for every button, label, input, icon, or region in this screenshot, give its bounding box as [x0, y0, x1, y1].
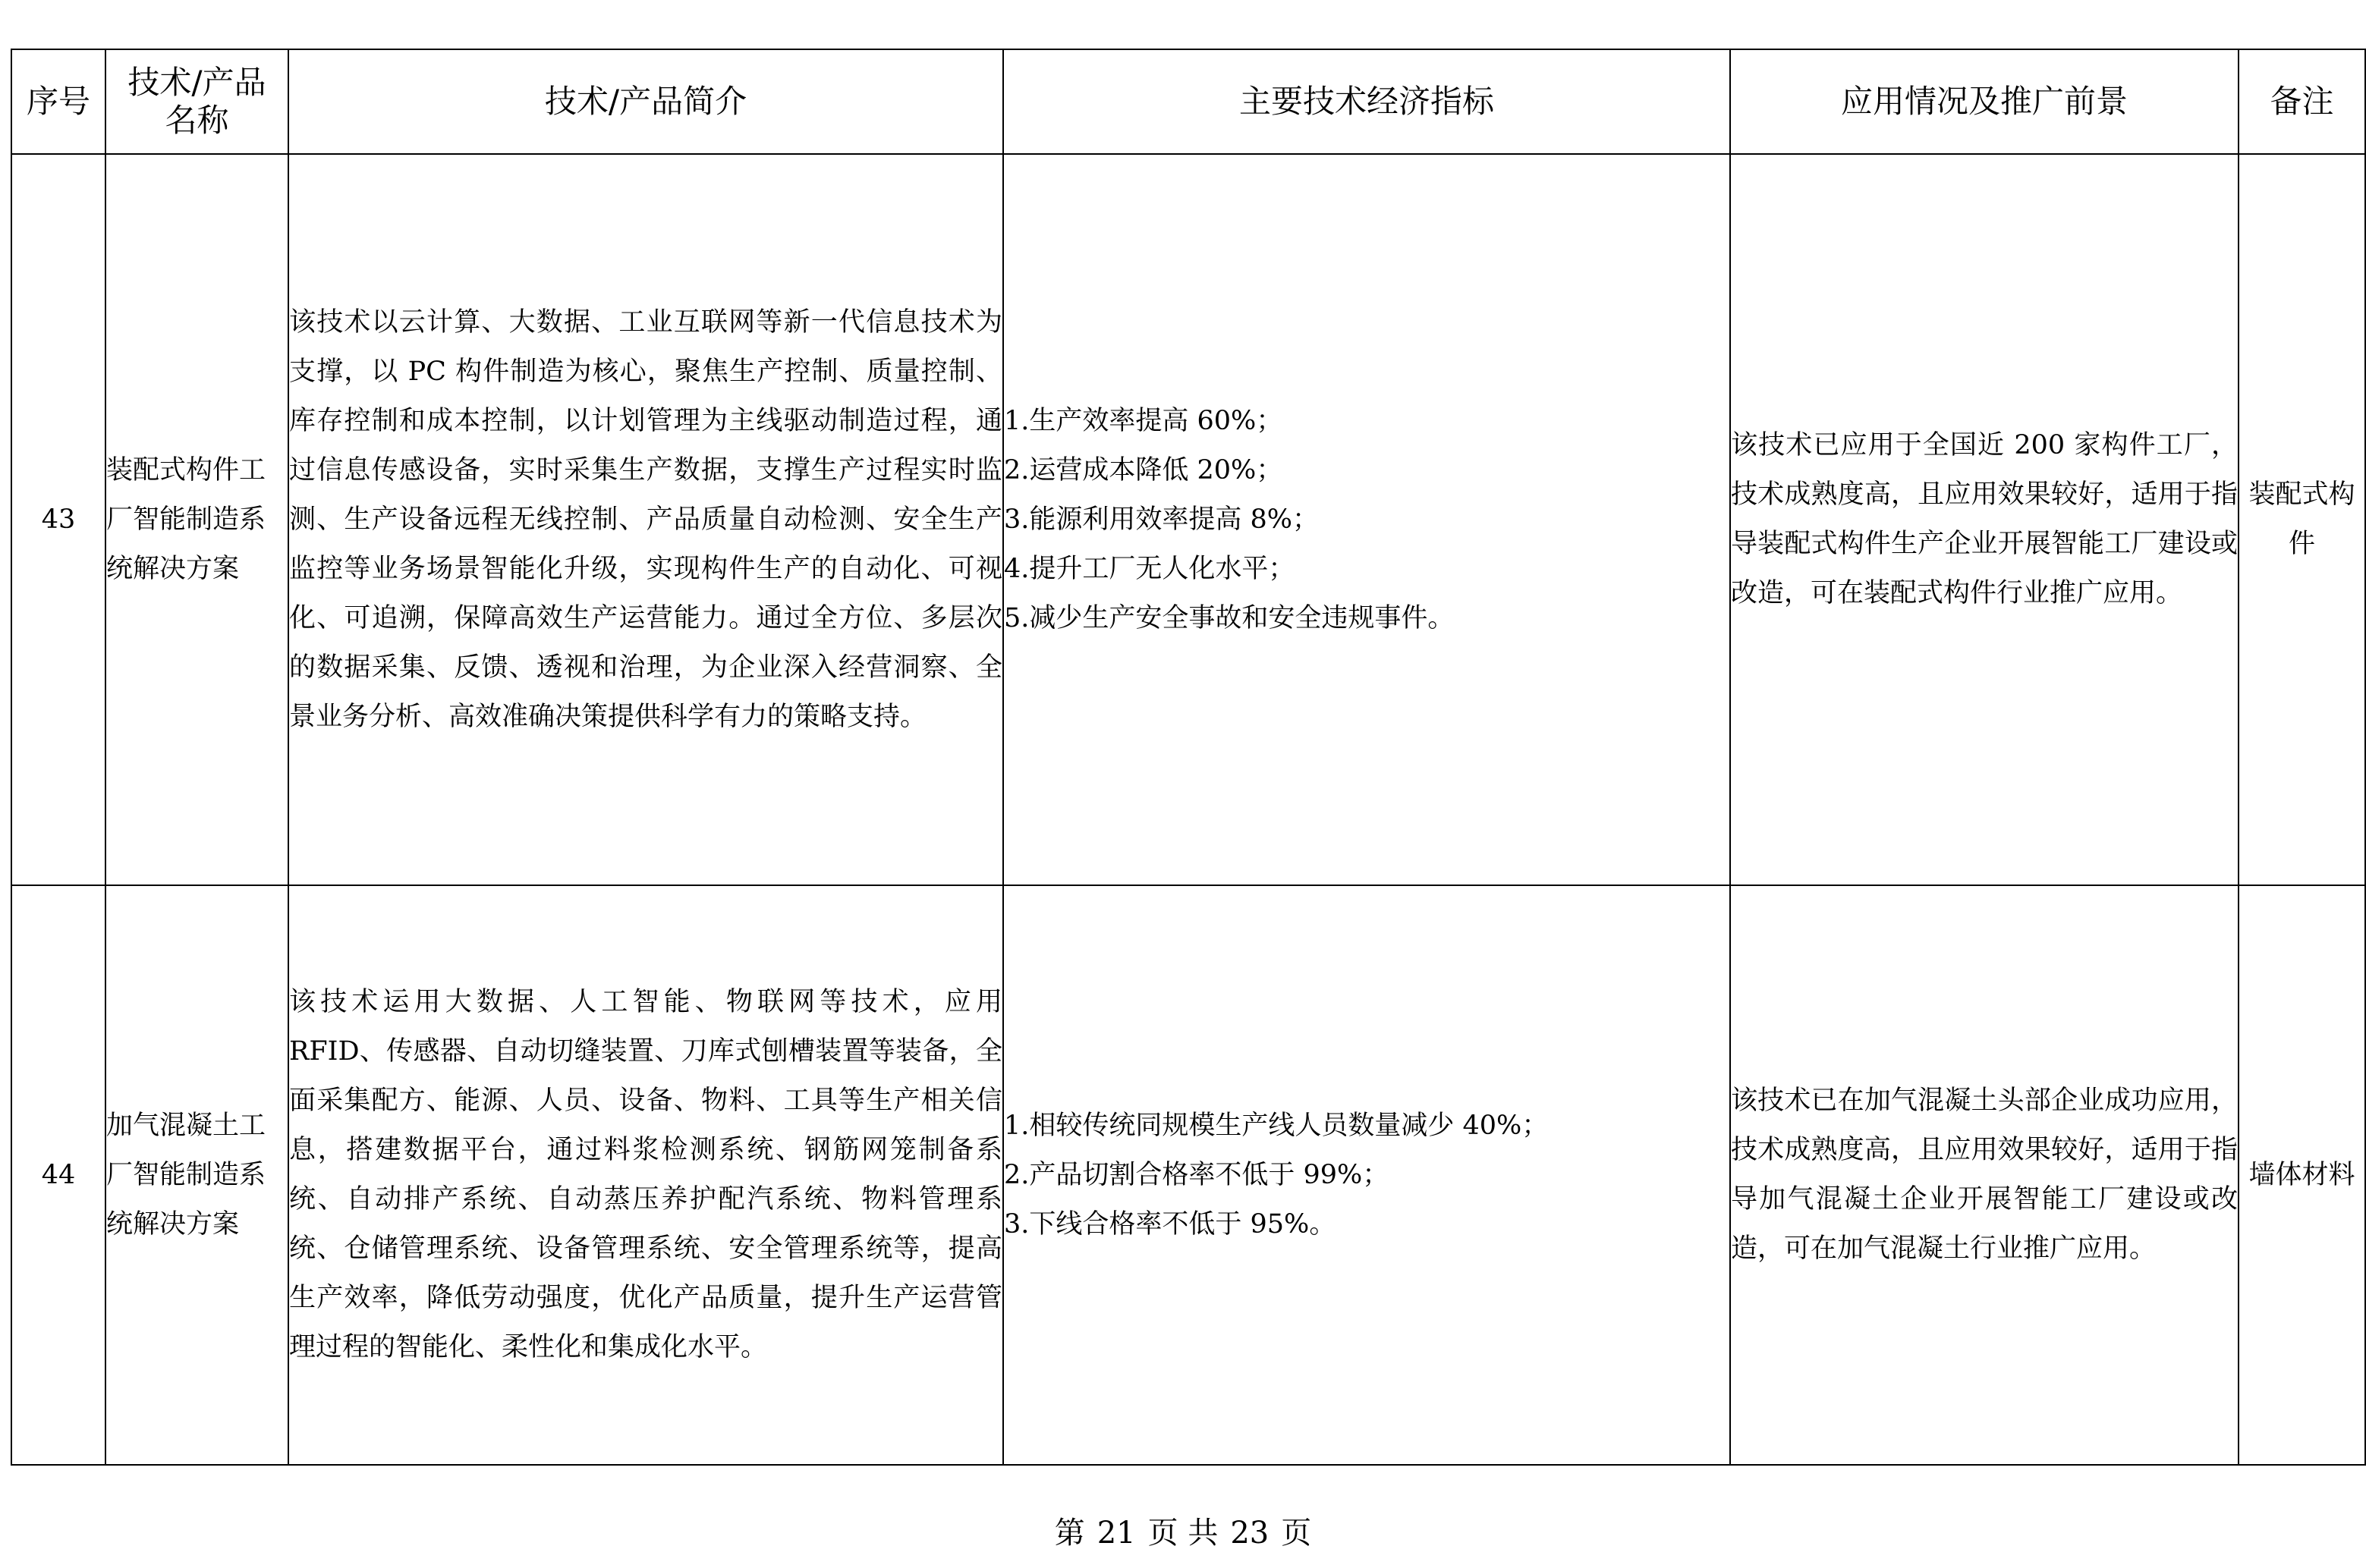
row-application: 该技术已在加气混凝土头部企业成功应用，技术成熟度高，且应用效果较好，适用于指导加气混凝土企业开展智能工厂建设或改造，可在加气混凝土行业推广应用。 [1730, 885, 2239, 1465]
header-intro: 技术/产品简介 [288, 49, 1003, 154]
metric-item: 2.产品切割合格率不低于 99%； [1004, 1159, 1389, 1190]
row-name: 装配式构件工厂智能制造系统解决方案 [105, 154, 288, 885]
header-index: 序号 [11, 49, 105, 154]
metric-item: 1.生产效率提高 60%； [1004, 405, 1283, 436]
table-row [11, 154, 2365, 885]
metric-item: 4.提升工厂无人化水平； [1004, 553, 1295, 584]
row-index: 44 [11, 885, 105, 1465]
header-metrics: 主要技术经济指标 [1003, 49, 1730, 154]
row-remark: 装配式构件 [2239, 154, 2365, 885]
technology-table [11, 49, 2366, 1466]
row-intro: 该技术以云计算、大数据、工业互联网等新一代信息技术为支撑，以 PC 构件制造为核心，聚焦生产控制、质量控制、库存控制和成本控制，以计划管理为主线驱动制造过程，通过信息传感设备，实时采集生产数据，支撑生产过程实时监测、生产设备远程无线控制、产品质量自动检测、安全生产监控等业务场景智能化升级，实现构件生产的自动化、可视化、可追溯，保障高效生产运营能力。通过全方位、多层次的数据采集、反馈、透视和治理，为企业深入经营洞察、全景业务分析、高效准确决策提供科学有力的策略支持。 [288, 154, 1003, 885]
row-index: 43 [11, 154, 105, 885]
metric-item: 3.下线合格率不低于 95%。 [1004, 1208, 1336, 1240]
row-application: 该技术已应用于全国近 200 家构件工厂，技术成熟度高，且应用效果较好，适用于指导装配式构件生产企业开展智能工厂建设或改造，可在装配式构件行业推广应用。 [1730, 154, 2239, 885]
row-metrics [1003, 885, 1730, 1465]
footer-total-pages: 23 [1230, 1516, 1270, 1551]
footer-prefix: 第 [1054, 1516, 1085, 1551]
table-header-row [11, 49, 2365, 154]
header-application: 应用情况及推广前景 [1730, 49, 2239, 154]
footer-middle: 页 共 [1147, 1516, 1219, 1551]
footer-suffix: 页 [1281, 1516, 1312, 1551]
footer-current-page: 21 [1096, 1516, 1136, 1551]
row-metrics [1003, 154, 1730, 885]
metric-item: 5.减少生产安全事故和安全违规事件。 [1004, 602, 1455, 633]
metric-item: 2.运营成本降低 20%； [1004, 454, 1283, 485]
metric-item: 3.能源利用效率提高 8%； [1004, 504, 1320, 535]
table-row [11, 885, 2365, 1465]
header-name-text: 技术/产品名称 [127, 64, 266, 139]
row-remark: 墙体材料 [2239, 885, 2365, 1465]
header-name [105, 49, 288, 154]
metric-item: 1.相较传统同规模生产线人员数量减少 40%； [1004, 1110, 1549, 1141]
row-name: 加气混凝土工厂智能制造系统解决方案 [105, 885, 288, 1465]
row-intro: 该技术运用大数据、人工智能、物联网等技术，应用 RFID、传感器、自动切缝装置、刀库式刨槽装置等装备，全面采集配方、能源、人员、设备、物料、工具等生产相关信息，搭建数据平台，通过料浆检测系统、钢筋网笼制备系统、自动排产系统、自动蒸压养护配汽系统、物料管理系统、仓储管理系统、设备管理系统、安全管理系统等，提高生产效率，降低劳动强度，优化产品质量，提升生产运营管理过程的智能化、柔性化和集成化水平。 [288, 885, 1003, 1465]
header-remark: 备注 [2239, 49, 2365, 154]
page-footer [0, 1514, 2366, 1552]
